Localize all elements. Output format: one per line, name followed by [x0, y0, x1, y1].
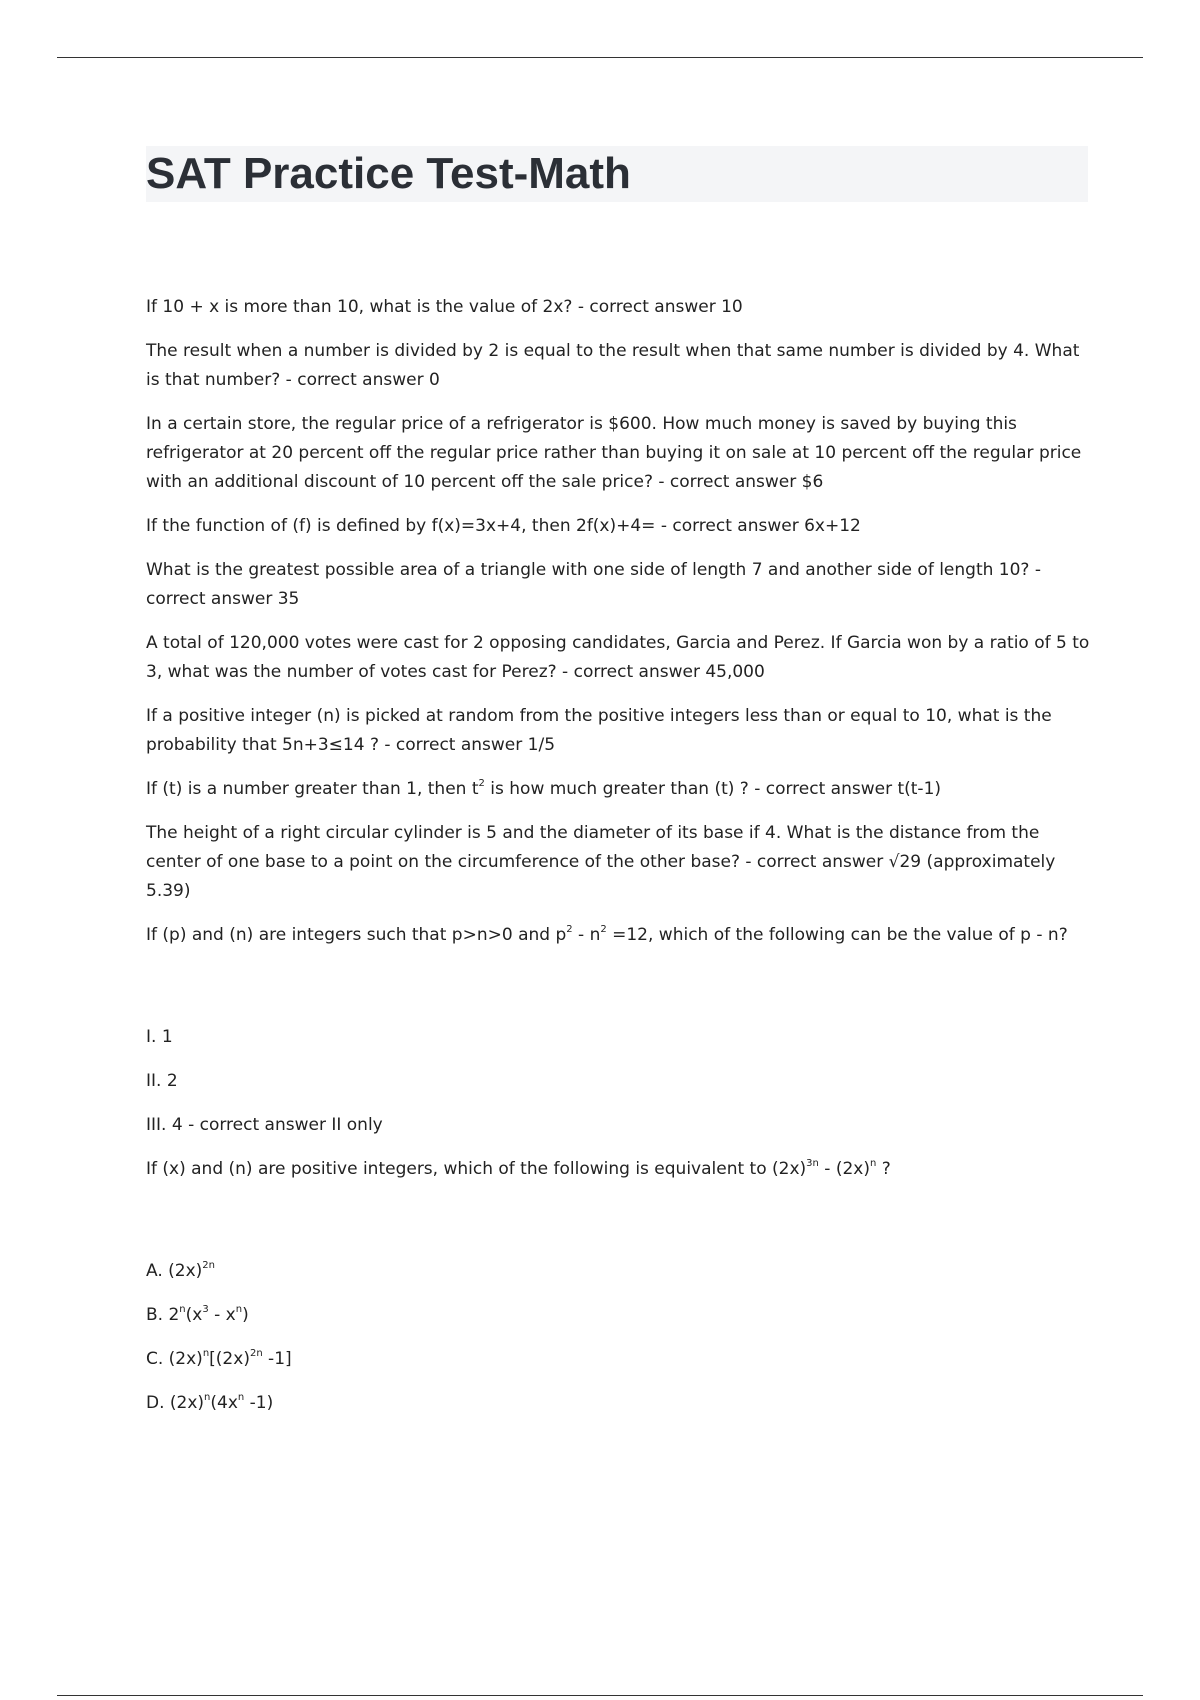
roman-option-1: I. 1 [146, 1027, 173, 1047]
page-title: SAT Practice Test-Math [146, 149, 631, 198]
question-7: If a positive integer (n) is picked at random from the positive integers less than or equal to 10, what is the probability that 5n+3≤14 ? - correct answer 1/5 [146, 706, 1052, 755]
bottom-divider [57, 1695, 1143, 1696]
top-divider [57, 57, 1143, 58]
question-5: What is the greatest possible area of a triangle with one side of length 7 and another side of length 10? - correct answer 35 [146, 560, 1041, 609]
question-6: A total of 120,000 votes were cast for 2 opposing candidates, Garcia and Perez. If Garcia won by a ratio of 5 to 3, what was the number of votes cast for Perez? - correct answer 45,000 [146, 633, 1090, 682]
question-3: In a certain store, the regular price of a refrigerator is $600. How much money is saved by buying this refrigerator at 20 percent off the regular price rather than buying it on sale at 10 percent off the regular price with an additional discount of 10 percent off the sale price? - correct answer $6 [146, 414, 1082, 492]
letter-option-d: D. $(2x)^n(4x^n$ -1) [146, 1392, 274, 1413]
question-4: If the function of (f) is defined by f(x)=3x+4, then 2f(x)+4= - correct answer 6x+12 [146, 516, 861, 536]
question-8: If (t) is a number greater than 1, then $t^2$ is how much greater than (t) ? - correct answer t(t-1) [146, 778, 942, 799]
question-9: The height of a right circular cylinder is 5 and the diameter of its base if 4. What is the distance from the center of one base to a point on the circumference of the other base? - correct answer √29 (approximately 5.39) [146, 823, 1056, 901]
question-11: If (x) and (n) are positive integers, which of the following is equivalent to $(2x)^{3n} - (2x)^n$ ? [146, 1158, 891, 1179]
roman-option-3: III. 4 - correct answer II only [146, 1115, 383, 1135]
letter-option-b: B. $2^n(x^3 - x^n)$ [146, 1304, 249, 1325]
document-body [146, 293, 1091, 1433]
letter-option-a: A. $(2x)^{2n}$ [146, 1260, 215, 1281]
question-2: The result when a number is divided by 2 is equal to the result when that same number is divided by 4. What is that number? - correct answer 0 [146, 341, 1080, 390]
roman-option-2: II. 2 [146, 1071, 178, 1091]
question-1: If 10 + x is more than 10, what is the value of 2x? - correct answer 10 [146, 297, 743, 317]
question-10: If (p) and (n) are integers such that p>n>0 and $p^2 - n^2 =12$, which of the following can be the value of p - n? [146, 924, 1068, 945]
letter-option-c: C. $(2x)^n[(2x)^{2n}$ -1] [146, 1348, 292, 1369]
